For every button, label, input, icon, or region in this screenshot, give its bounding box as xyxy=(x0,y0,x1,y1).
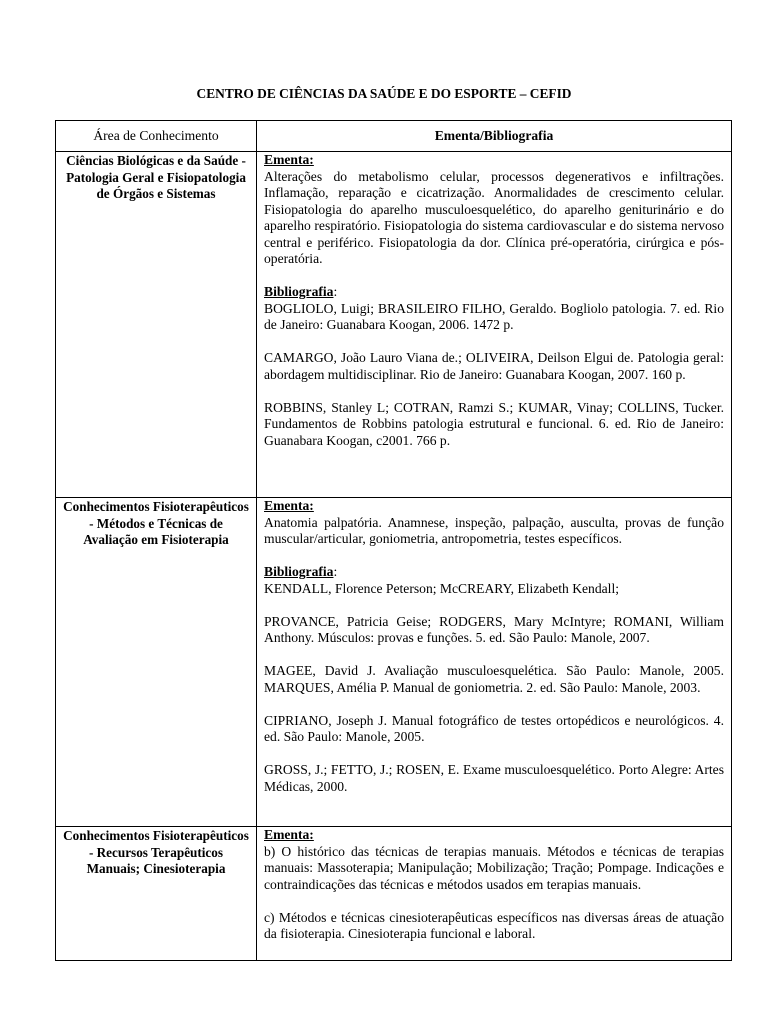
content-cell xyxy=(257,498,732,827)
bibliography-entry: CIPRIANO, Joseph J. Manual fotográfico de testes ortopédicos e neurológicos. 4. ed. São Paulo: Manole, 2005. xyxy=(264,712,724,744)
bibliography-entry: MAGEE, David J. Avaliação musculoesquelética. São Paulo: Manole, 2005. MARQUES, Amélia P. Manual de goniometria. 2. ed. São Paulo: Manole, 2003. xyxy=(264,663,724,695)
area-name: Conhecimentos Fisioterapêuticos - Recursos Terapêuticos Manuais; Cinesioterapia xyxy=(63,828,249,876)
table-row xyxy=(56,498,732,827)
area-name: Ciências Biológicas e da Saúde - Patologia Geral e Fisiopatologia de Órgãos e Sistemas xyxy=(66,153,246,201)
curriculum-table xyxy=(55,120,732,961)
table-header-row xyxy=(56,121,732,152)
ementa-text: b) O histórico das técnicas de terapias manuais. Métodos e técnicas de terapias manuais: Massoterapia; Manipulação; Mobilização; Tração; Pompage. Indicações e contraindicações das técnicas e métodos usados em terapias manuais. xyxy=(264,843,724,892)
bibliography-entry: PROVANCE, Patricia Geise; RODGERS, Mary McIntyre; ROMANI, William Anthony. Músculos: provas e funções. 5. ed. São Paulo: Manole, 2007. xyxy=(264,613,724,645)
ementa-label: Ementa: xyxy=(264,827,314,842)
content-cell xyxy=(257,827,732,961)
content-cell xyxy=(257,152,732,498)
bibliografia-label: Bibliografia: xyxy=(264,284,338,299)
bibliography-entry: BOGLIOLO, Luigi; BRASILEIRO FILHO, Geraldo. Bogliolo patologia. 7. ed. Rio de Janeiro: Guanabara Koogan, 2006. 1472 p. xyxy=(264,300,724,332)
page-title: CENTRO DE CIÊNCIAS DA SAÚDE E DO ESPORTE – CEFID xyxy=(196,86,572,101)
area-cell xyxy=(56,827,257,961)
column-header-area: Área de Conhecimento xyxy=(56,121,257,152)
ementa-label: Ementa: xyxy=(264,498,314,513)
bibliography-entry: KENDALL, Florence Peterson; McCREARY, Elizabeth Kendall; xyxy=(264,580,620,596)
bibliography-entry: GROSS, J.; FETTO, J.; ROSEN, E. Exame musculoesquelético. Porto Alegre: Artes Médicas, 2000. xyxy=(264,762,724,794)
ementa-text: c) Métodos e técnicas cinesioterapêuticas específicos nas diversas áreas de atuação da fisioterapia. Cinesioterapia funcional e laboral. xyxy=(264,909,724,941)
bibliography-entry: ROBBINS, Stanley L; COTRAN, Ramzi S.; KUMAR, Vinay; COLLINS, Tucker. Fundamentos de Robbins patologia estrutural e funcional. 6. ed. Rio de Janeiro: Guanabara Koogan, c2001. 766 p. xyxy=(264,399,724,448)
ementa-label: Ementa: xyxy=(264,152,314,167)
bibliografia-label: Bibliografia: xyxy=(264,564,338,579)
ementa-text: Anatomia palpatória. Anamnese, inspeção, palpação, ausculta, provas de função muscular/articular, goniometria, antropometria, testes específicos. xyxy=(264,514,724,546)
table-row xyxy=(56,827,732,961)
area-cell xyxy=(56,152,257,498)
column-header-ementa: Ementa/Bibliografia xyxy=(257,121,732,152)
bibliography-entry: CAMARGO, João Lauro Viana de.; OLIVEIRA, Deilson Elgui de. Patologia geral: abordagem multidisciplinar. Rio de Janeiro: Guanabara Koogan, 2007. 160 p. xyxy=(264,350,724,382)
area-cell xyxy=(56,498,257,827)
ementa-text: Alterações do metabolismo celular, processos degenerativos e infiltrações. Inflamação, reparação e cicatrização. Anormalidades de crescimento celular. Fisiopatologia do aparelho musculoesquelético, do aparelho geniturinário e do aparelho respiratório. Fisiopatologia do sistema cardiovascular e do sistema nervoso central e periférico. Fisiopatologia da dor. Clínica pré-operatória, cirúrgica e pós-operatória. xyxy=(264,168,724,266)
table-row xyxy=(56,152,732,498)
area-name: Conhecimentos Fisioterapêuticos - Métodos e Técnicas de Avaliação em Fisioterapia xyxy=(63,499,249,547)
